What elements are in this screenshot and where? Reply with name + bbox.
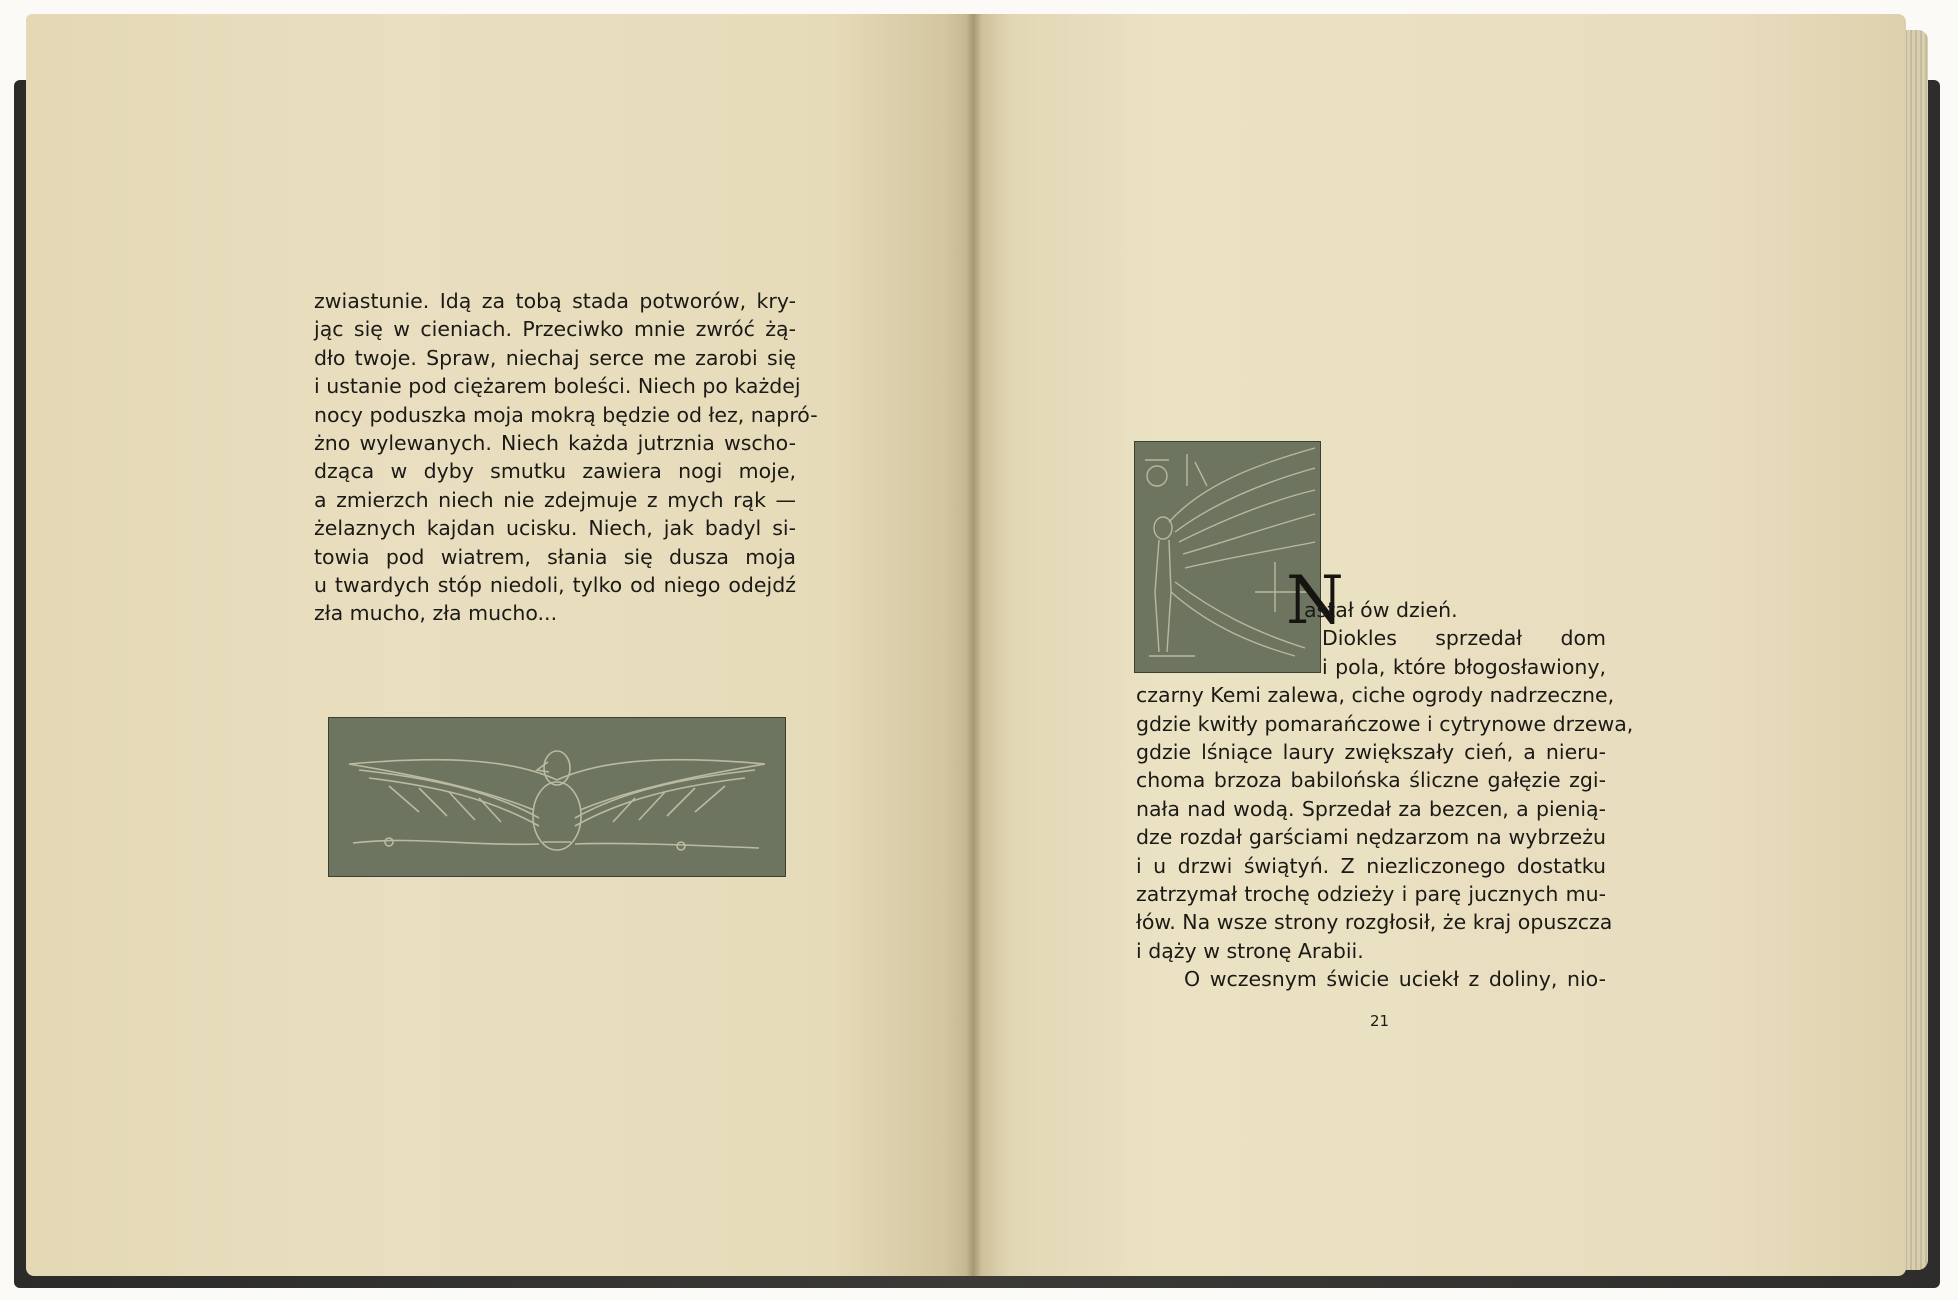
text-line: zwiastunie. Idą za tobą stada potworów, kry- [314,289,796,313]
book-gutter [966,14,982,1276]
text-line: zatrzymał trochę odzieży i parę jucznych mu- [1136,882,1606,907]
text-line: dze rozdał garściami nędzarzom na wybrzeżu [1136,825,1606,850]
text-line: gdzie lśniące laury zwiększały cień, a nieru- [1136,740,1606,765]
text-line: żno wylewanych. Niech każda jutrznia wscho- [314,431,796,456]
text-line: u twardych stóp niedoli, tylko od niego odejdź [314,573,796,598]
winged-vulture-illustration [328,717,786,877]
text-line: i pola, które błogosławiony, [1322,654,1606,679]
left-page [26,14,974,1276]
text-line: nała nad wodą. Sprzedał za bezcen, a pienią- [1136,796,1606,821]
text-line: Diokles sprzedał dom [1322,626,1606,651]
text-line: jąc się w cieniach. Przeciwko mnie zwróć żą- [314,317,796,342]
text-line: łów. Na wsze strony rozgłosił, że kraj opuszcza [1136,910,1613,935]
left-page-text [314,287,818,628]
text-line: astał ów dzień. [1304,598,1458,622]
text-line: dząca w dyby smutku zawiera nogi moje, [314,459,796,484]
right-page-text [1136,596,1634,994]
text-line: nocy poduszka moja mokrą będzie od łez, napró- [314,402,818,427]
text-line: i dąży w stronę Arabii. [1136,938,1364,963]
text-line: choma brzoza babilońska śliczne gałęzie zgi- [1136,768,1606,793]
text-line: gdzie kwitły pomarańczowe i cytrynowe drzewa, [1136,711,1634,736]
text-line: żelaznych kajdan ucisku. Niech, jak badyl si- [314,516,796,541]
text-line: i u drzwi świątyń. Z niezliczonego dostatku [1136,853,1606,878]
text-line: i ustanie pod ciężarem boleści. Niech po każdej [314,374,801,399]
page-number: 21 [1370,1012,1390,1030]
drop-cap-letter: N [1286,562,1344,639]
text-line: zła mucho, zła mucho... [314,601,558,626]
text-line: towia pod wiatrem, słania się dusza moja [314,544,796,569]
text-line: a zmierzch niech nie zdejmuje z mych rąk — [314,487,796,512]
text-line: O wczesnym świcie uciekł z doliny, nio- [1184,967,1606,992]
text-line: dło twoje. Spraw, niechaj serce me zarobi się [314,345,796,370]
text-line: czarny Kemi zalewa, ciche ogrody nadrzeczne, [1136,683,1615,708]
